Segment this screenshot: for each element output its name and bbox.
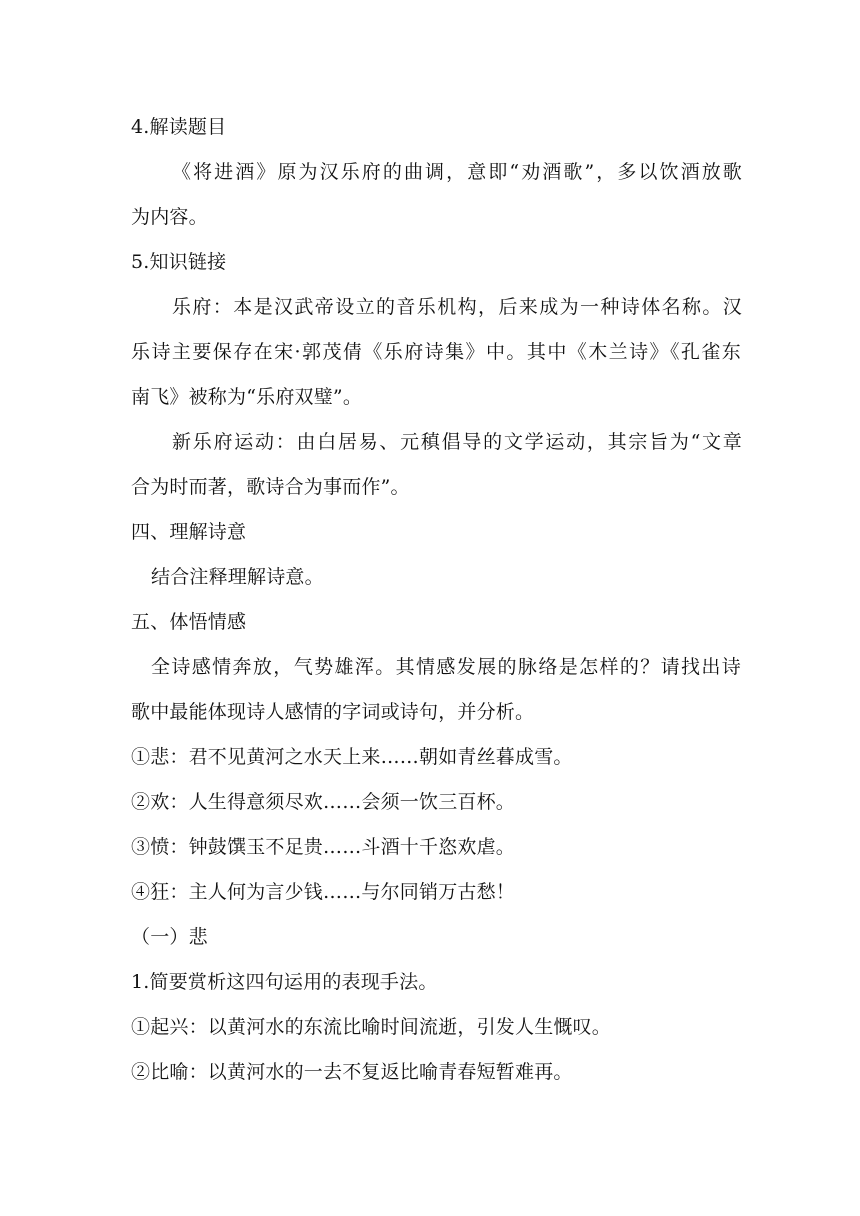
paragraph-line: 新乐府运动：由白居易、元稹倡导的文学运动，其宗旨为“文章	[172, 431, 742, 453]
part-heading-5: 五、体悟情感	[131, 611, 247, 633]
paragraph-line: 《将进酒》原为汉乐府的曲调，意即“劝酒歌”，多以饮酒放歌	[172, 161, 742, 183]
section-heading-4: 4.解读题目	[131, 116, 227, 138]
list-item: ②欢：人生得意须尽欢……会须一饮三百杯。	[131, 791, 516, 813]
paragraph-line: 歌中最能体现诗人感情的字词或诗句，并分析。	[131, 701, 535, 723]
list-item: ④狂：主人何为言少钱……与尔同销万古愁！	[131, 881, 516, 903]
section-heading-5: 5.知识链接	[131, 251, 227, 273]
paragraph-line: 南飞》被称为“乐府双璧”。	[131, 386, 363, 408]
part-heading-4: 四、理解诗意	[131, 521, 247, 543]
paragraph-line: 为内容。	[131, 206, 208, 228]
question-line: 1.简要赏析这四句运用的表现手法。	[131, 971, 438, 993]
answer-line: ②比喻：以黄河水的一去不复返比喻青春短暂难再。	[131, 1061, 573, 1083]
subsection-heading: （一）悲	[131, 926, 208, 948]
answer-line: ①起兴：以黄河水的东流比喻时间流逝，引发人生慨叹。	[131, 1016, 612, 1038]
list-item: ①悲：君不见黄河之水天上来……朝如青丝暮成雪。	[131, 746, 573, 768]
paragraph-line: 全诗感情奔放，气势雄浑。其情感发展的脉络是怎样的？请找出诗	[151, 656, 741, 678]
paragraph-line: 结合注释理解诗意。	[151, 566, 324, 588]
list-item: ③愤：钟鼓馔玉不足贵……斗酒十千恣欢虐。	[131, 836, 516, 858]
paragraph-line: 合为时而著，歌诗合为事而作”。	[131, 476, 410, 498]
paragraph-line: 乐诗主要保存在宋·郭茂倩《乐府诗集》中。其中《木兰诗》《孔雀东	[131, 341, 741, 363]
paragraph-line: 乐府：本是汉武帝设立的音乐机构，后来成为一种诗体名称。汉	[172, 296, 742, 318]
